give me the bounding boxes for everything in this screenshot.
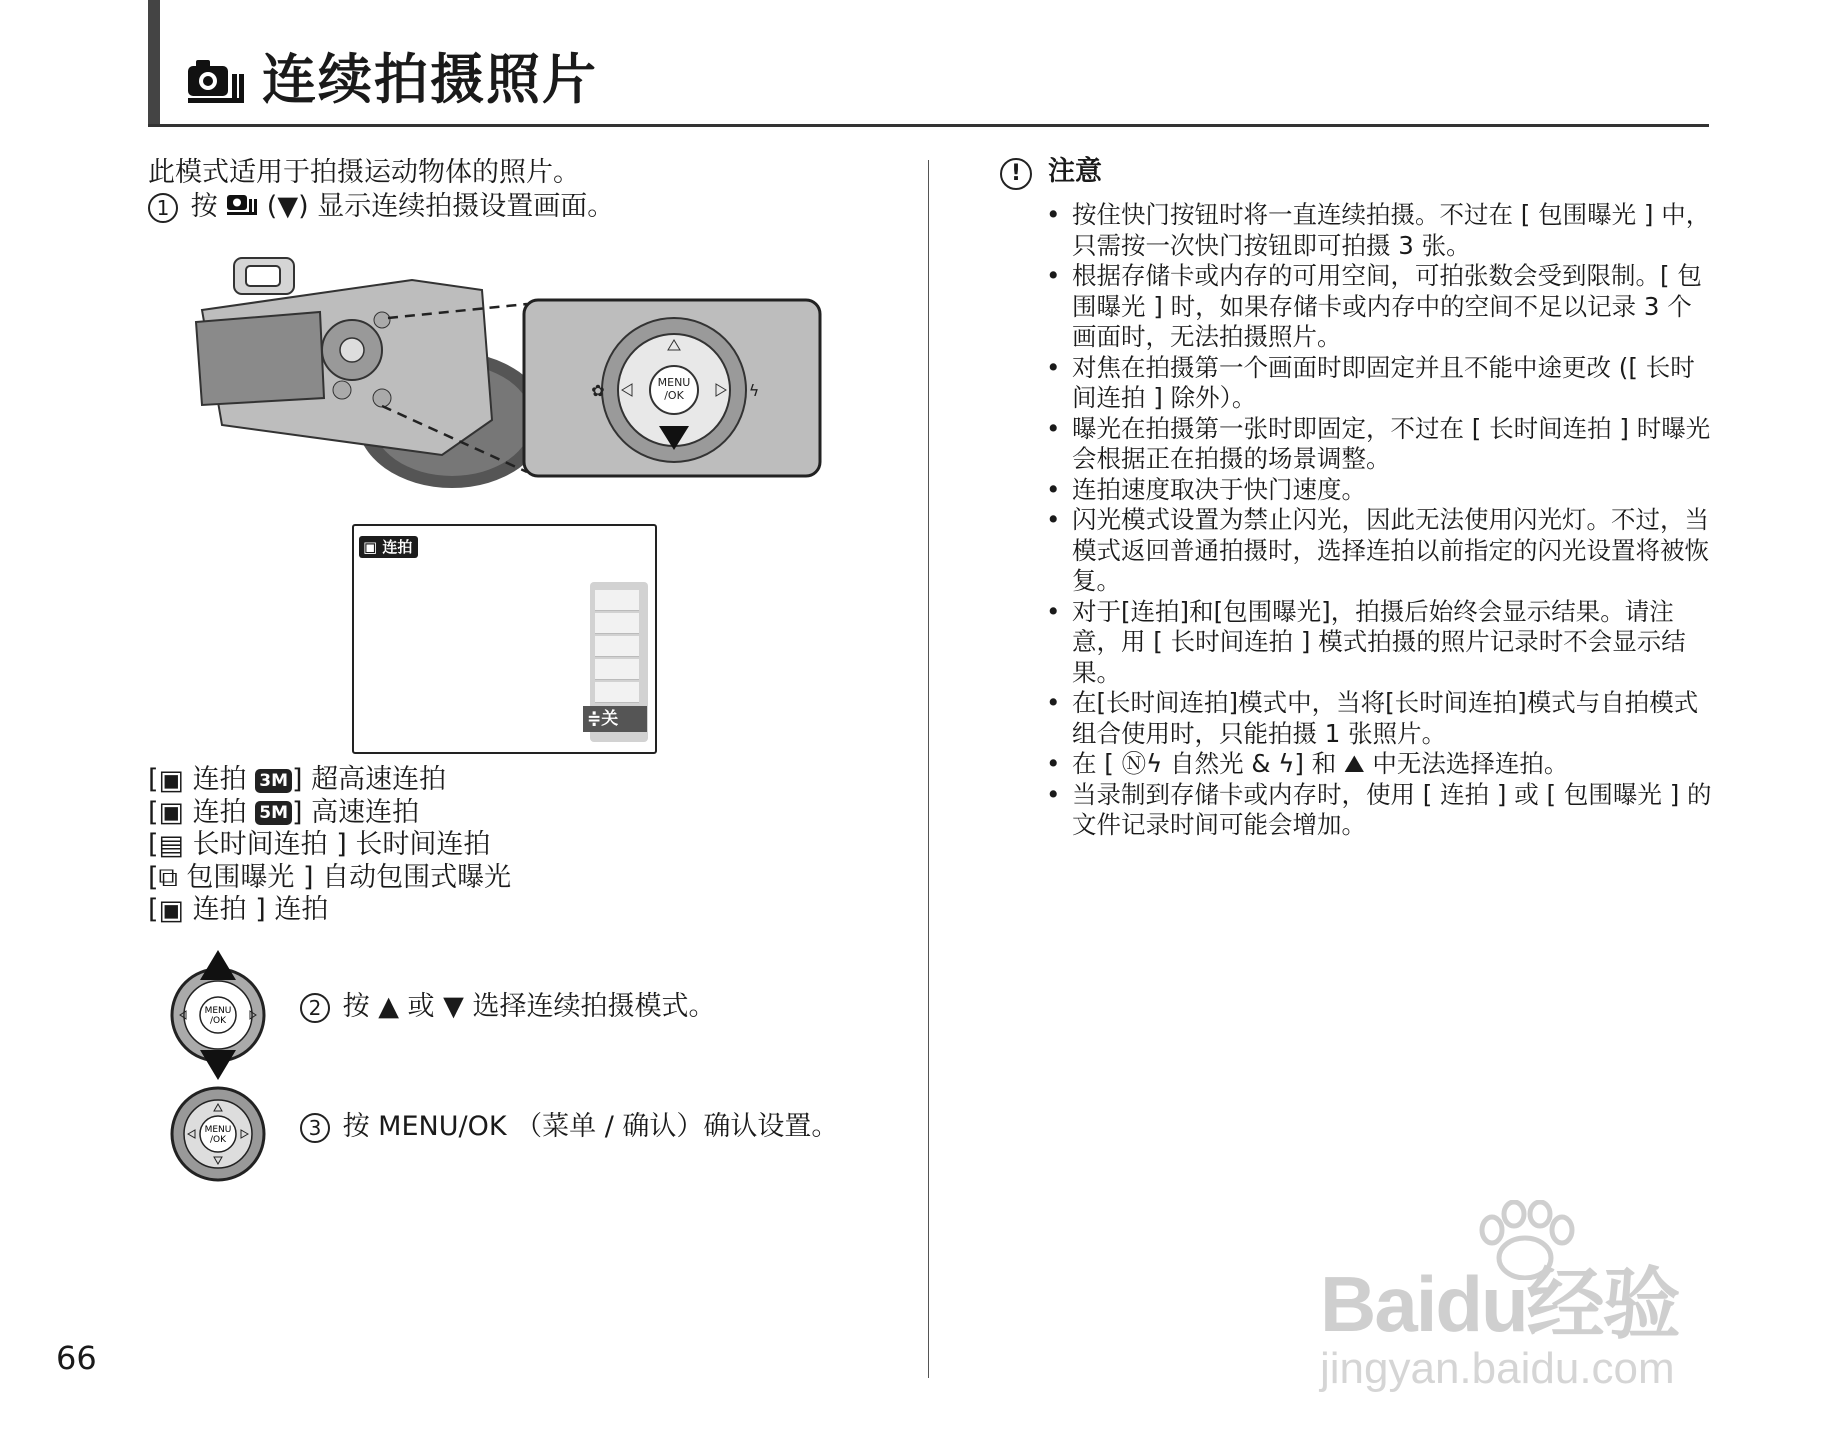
step2 (300, 990, 716, 1024)
bracket-close: ] (336, 829, 347, 860)
lcd-mode-list (587, 582, 648, 742)
continuous-shooting-icon (186, 56, 246, 110)
lcd-screen (352, 524, 657, 754)
step3 (300, 1110, 838, 1144)
mode-list (148, 764, 511, 927)
svg-text:MENU: MENU (204, 1125, 232, 1135)
note-item: • 闪光模式设置为禁止闪光，因此无法使用闪光灯。不过，当模式返回普通拍摄时，选择连拍以前指定的闪光设置将被恢复。 (1046, 505, 1716, 597)
step1-text-b: (▼) 显示连续拍摄设置画面。 (266, 191, 615, 222)
mode-description: 长时间连拍 (355, 829, 491, 860)
lcd-item-top-3m-icon (595, 590, 639, 611)
lcd-item-bracketing-icon (595, 659, 639, 680)
page-number: 66 (56, 1339, 97, 1377)
header-rule (148, 124, 1709, 127)
svg-text:ϟ: ϟ (748, 381, 760, 400)
top-5m-icon: ▣ (158, 797, 185, 828)
page-title: 连续拍摄照片 (262, 48, 598, 111)
note-item: • 根据存储卡或内存的可用空间，可拍张数会受到限制。[ 包围曝光 ] 时，如果存储卡或内存中的空间不足以记录 3 个画面时，无法拍摄照片。 (1046, 261, 1716, 353)
dial-menu-ok-icon (168, 1084, 268, 1188)
bracket-open: [ (148, 894, 159, 925)
dial-closeup (522, 298, 822, 482)
bracket-open: [ (148, 829, 159, 860)
lcd-item-top-5m-icon (595, 613, 639, 634)
lcd-item-continuous-icon (595, 682, 639, 703)
svg-text:✿: ✿ (591, 381, 605, 400)
baidu-watermark (1320, 1200, 1740, 1400)
lcd-menu-tab (359, 536, 418, 558)
step2-text-b: 或 (407, 991, 435, 1022)
mode-label: 长时间连拍 (192, 829, 328, 860)
lcd-item-long-period-icon (595, 636, 639, 657)
watermark-sub: jingyan.baidu.com (1320, 1344, 1675, 1393)
note-item: • 在 [ Ⓝϟ 自然光 & ϟ] 和 ⛰ 中无法选择连拍。 (1046, 749, 1716, 780)
mode-item-bracketing (148, 862, 511, 895)
intro-text: 此模式适用于拍摄运动物体的照片。 (148, 157, 580, 188)
note-item: • 对焦在拍摄第一个画面时即固定并且不能中途更改 ([ 长时间连拍 ] 除外）。 (1046, 353, 1716, 414)
mode-label: 包围曝光 (186, 861, 295, 893)
down-arrow-icon: ▼ (443, 991, 464, 1022)
top-3m-icon: ▣ (158, 764, 185, 796)
note-item: • 按住快门按钮时将一直连续拍摄。不过在 [ 包围曝光 ] 中，只需按一次快门按钮即可拍摄 3 张。 (1046, 200, 1716, 261)
mode-item-continuous (148, 894, 511, 927)
column-divider (928, 160, 929, 1378)
mode-label: 连拍 (192, 894, 247, 925)
svg-text:/OK: /OK (209, 1135, 227, 1145)
header-accent-bar (148, 0, 160, 126)
resolution-badge: 5M (255, 801, 292, 825)
long-period-icon: ▤ (158, 829, 185, 861)
step1-text-a: 按 (190, 191, 218, 222)
note-item: • 曝光在拍摄第一张时即固定，不过在 [ 长时间连拍 ] 时曝光会根据正在拍摄的场景调整。 (1046, 414, 1716, 475)
bracket-close: ] (292, 796, 303, 828)
bracketing-icon: ⧉ (158, 862, 178, 893)
bracket-open: [ (148, 796, 159, 828)
bracket-close: ] (303, 861, 314, 893)
caution-icon: ! (1000, 158, 1032, 190)
mode-label: 连拍 (192, 796, 247, 828)
mode-description: 高速连拍 (311, 796, 420, 828)
svg-text:/OK: /OK (664, 389, 684, 402)
note-item: • 当录制到存储卡或内存时，使用 [ 连拍 ] 或 [ 包围曝光 ] 的文件记录时间可能会增加。 (1046, 780, 1716, 841)
up-arrow-icon: ▲ (378, 991, 399, 1022)
lcd-tab-label: 连拍 (382, 538, 413, 556)
resolution-badge: 3M (255, 769, 292, 793)
step2-text-a: 按 (342, 991, 370, 1022)
svg-text:MENU: MENU (657, 376, 691, 389)
bracket-close: ] (255, 894, 266, 925)
step1-number: 1 (148, 193, 178, 223)
lcd-off-option: ≑关 (583, 706, 647, 732)
mode-description: 连拍 (274, 894, 329, 925)
step3-number: 3 (300, 1113, 330, 1143)
dial-up-down-icon (168, 950, 268, 1084)
mode-item-top-3m (148, 764, 511, 797)
mode-description: 自动包围式曝光 (322, 861, 512, 893)
step2-text-c: 选择连续拍摄模式。 (472, 991, 716, 1022)
svg-text:/OK: /OK (209, 1016, 227, 1026)
note-item: • 在[长时间连拍]模式中，当将[长时间连拍]模式与自拍模式组合使用时，只能拍摄 1 张照片。 (1046, 688, 1716, 749)
mode-description: 超高速连拍 (311, 764, 447, 795)
mode-item-long-period (148, 829, 511, 862)
mode-item-top-5m (148, 797, 511, 830)
step3-text: 按 MENU/OK （菜单 / 确认）确认设置。 (342, 1111, 839, 1142)
note-item: • 对于[连拍]和[包围曝光]，拍摄后始终会显示结果。请注意，用 [ 长时间连拍 ] 模式拍摄的照片记录时不会显示结果。 (1046, 597, 1716, 689)
bracket-close: ] (292, 764, 303, 795)
continuous-shooting-icon (226, 190, 258, 225)
notes-list (1046, 200, 1716, 841)
mode-label: 连拍 (192, 764, 247, 795)
step2-number: 2 (300, 993, 330, 1023)
watermark-main: Baidu经验 (1320, 1260, 1679, 1348)
continuous-shooting-icon: ▣ (363, 538, 383, 556)
note-title: 注意 (1048, 156, 1102, 187)
continuous-icon: ▣ (158, 894, 185, 926)
note-item: • 连拍速度取决于快门速度。 (1046, 475, 1716, 506)
svg-text:MENU: MENU (204, 1006, 232, 1016)
bracket-open: [ (148, 861, 159, 893)
step1 (148, 190, 614, 225)
bracket-open: [ (148, 764, 159, 795)
